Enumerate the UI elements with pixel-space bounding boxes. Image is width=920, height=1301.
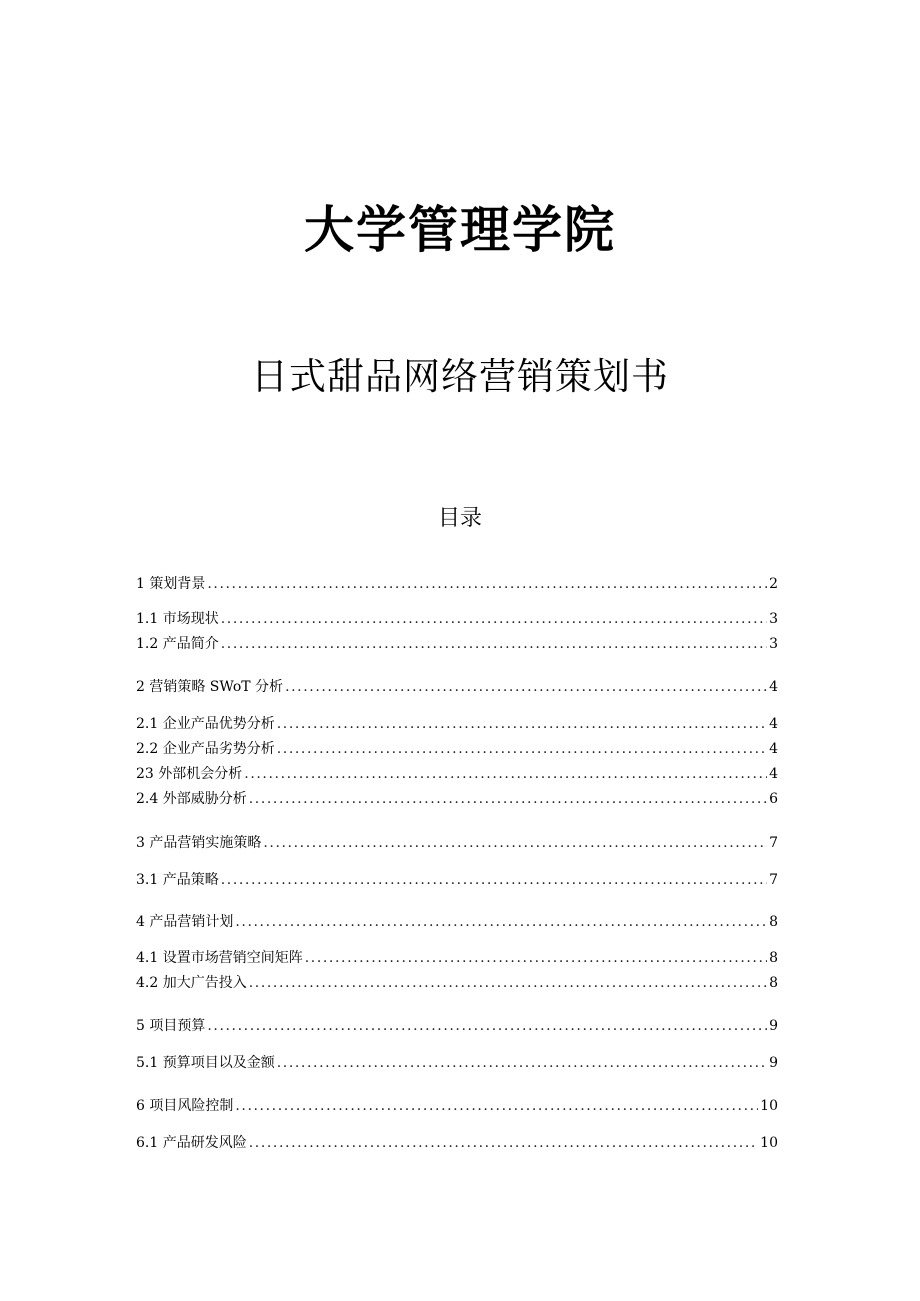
toc-entry	[136, 608, 778, 630]
toc-dot-leader	[221, 633, 767, 655]
toc-entry	[136, 633, 778, 655]
toc-entry-page: 7	[769, 835, 778, 851]
toc-dot-leader	[221, 869, 767, 891]
toc-entry	[136, 1015, 778, 1037]
toc-entry-page: 3	[769, 636, 778, 652]
toc-entry-page: 8	[769, 914, 778, 930]
toc-entry-label: 6.1 产品研发风险	[136, 1135, 247, 1151]
toc-entry	[136, 832, 778, 854]
toc-entry-label: 4.1 设置市场营销空间矩阵	[136, 950, 303, 966]
toc-entry-page: 9	[769, 1018, 778, 1034]
toc-entry-page: 8	[769, 950, 778, 966]
toc-dot-leader	[263, 832, 767, 854]
toc-entry-page: 4	[769, 716, 778, 732]
toc-dot-leader	[207, 1015, 767, 1037]
toc-entry-page: 3	[769, 611, 778, 627]
toc-entry-label: 23 外部机会分析	[136, 766, 243, 782]
toc-dot-leader	[277, 713, 767, 735]
toc-heading: 目录	[437, 506, 482, 531]
toc-entry-label: 2.4 外部威胁分析	[136, 791, 247, 807]
toc-entry-page: 10	[760, 1135, 778, 1151]
toc-entry-label: 1.2 产品简介	[136, 636, 219, 652]
toc-entry-page: 8	[769, 975, 778, 991]
toc-entry-label: 2.1 企业产品优势分析	[136, 716, 275, 732]
toc-entry-page: 9	[769, 1055, 778, 1071]
toc-entry-page: 6	[769, 791, 778, 807]
school-title: 大学管理学院	[304, 201, 616, 259]
toc-entry-label: 3 产品营销实施策略	[136, 835, 262, 851]
toc-dot-leader	[221, 608, 767, 630]
toc-entry	[136, 869, 778, 891]
toc-entry-page: 4	[769, 766, 778, 782]
toc-entry-label: 1.1 市场现状	[136, 611, 219, 627]
toc-entry	[136, 911, 778, 933]
document-title: 日式甜品网络营销策划书	[251, 355, 669, 398]
toc-dot-leader	[277, 738, 767, 760]
toc-dot-leader	[244, 763, 767, 785]
toc-entry-label: 4 产品营销计划	[136, 914, 234, 930]
toc-entry	[136, 573, 778, 595]
toc-entry-label: 3.1 产品策略	[136, 872, 219, 888]
toc-entry-label: 1 策划背景	[136, 576, 206, 592]
toc-dot-leader	[207, 573, 767, 595]
toc-dot-leader	[285, 676, 767, 698]
toc-dot-leader	[249, 972, 767, 994]
toc-entry	[136, 676, 778, 698]
toc-dot-leader	[235, 1095, 758, 1117]
toc-entry	[136, 947, 778, 969]
table-of-contents	[136, 0, 778, 1301]
toc-entry-page: 2	[769, 576, 778, 592]
toc-entry-label: 5 项目预算	[136, 1018, 206, 1034]
toc-dot-leader	[305, 947, 767, 969]
toc-entry	[136, 763, 778, 785]
toc-entry-page: 4	[769, 679, 778, 695]
toc-entry-label: 2.2 企业产品劣势分析	[136, 741, 275, 757]
toc-entry-label: 4.2 加大广告投入	[136, 975, 247, 991]
toc-entry-page: 10	[760, 1098, 778, 1114]
toc-entry-label: 2 营销策略 SWoT 分析	[136, 679, 284, 695]
toc-entry	[136, 972, 778, 994]
toc-entry	[136, 738, 778, 760]
toc-entry	[136, 713, 778, 735]
toc-dot-leader	[249, 1132, 758, 1154]
toc-entry-page: 7	[769, 872, 778, 888]
toc-entry-label: 6 项目风险控制	[136, 1098, 234, 1114]
toc-entry	[136, 788, 778, 810]
toc-entry-page: 4	[769, 741, 778, 757]
toc-entry	[136, 1095, 778, 1117]
toc-entry	[136, 1132, 778, 1154]
toc-dot-leader	[235, 911, 767, 933]
toc-dot-leader	[277, 1052, 767, 1074]
toc-dot-leader	[249, 788, 767, 810]
toc-entry-label: 5.1 预算项目以及金额	[136, 1055, 275, 1071]
toc-entry	[136, 1052, 778, 1074]
